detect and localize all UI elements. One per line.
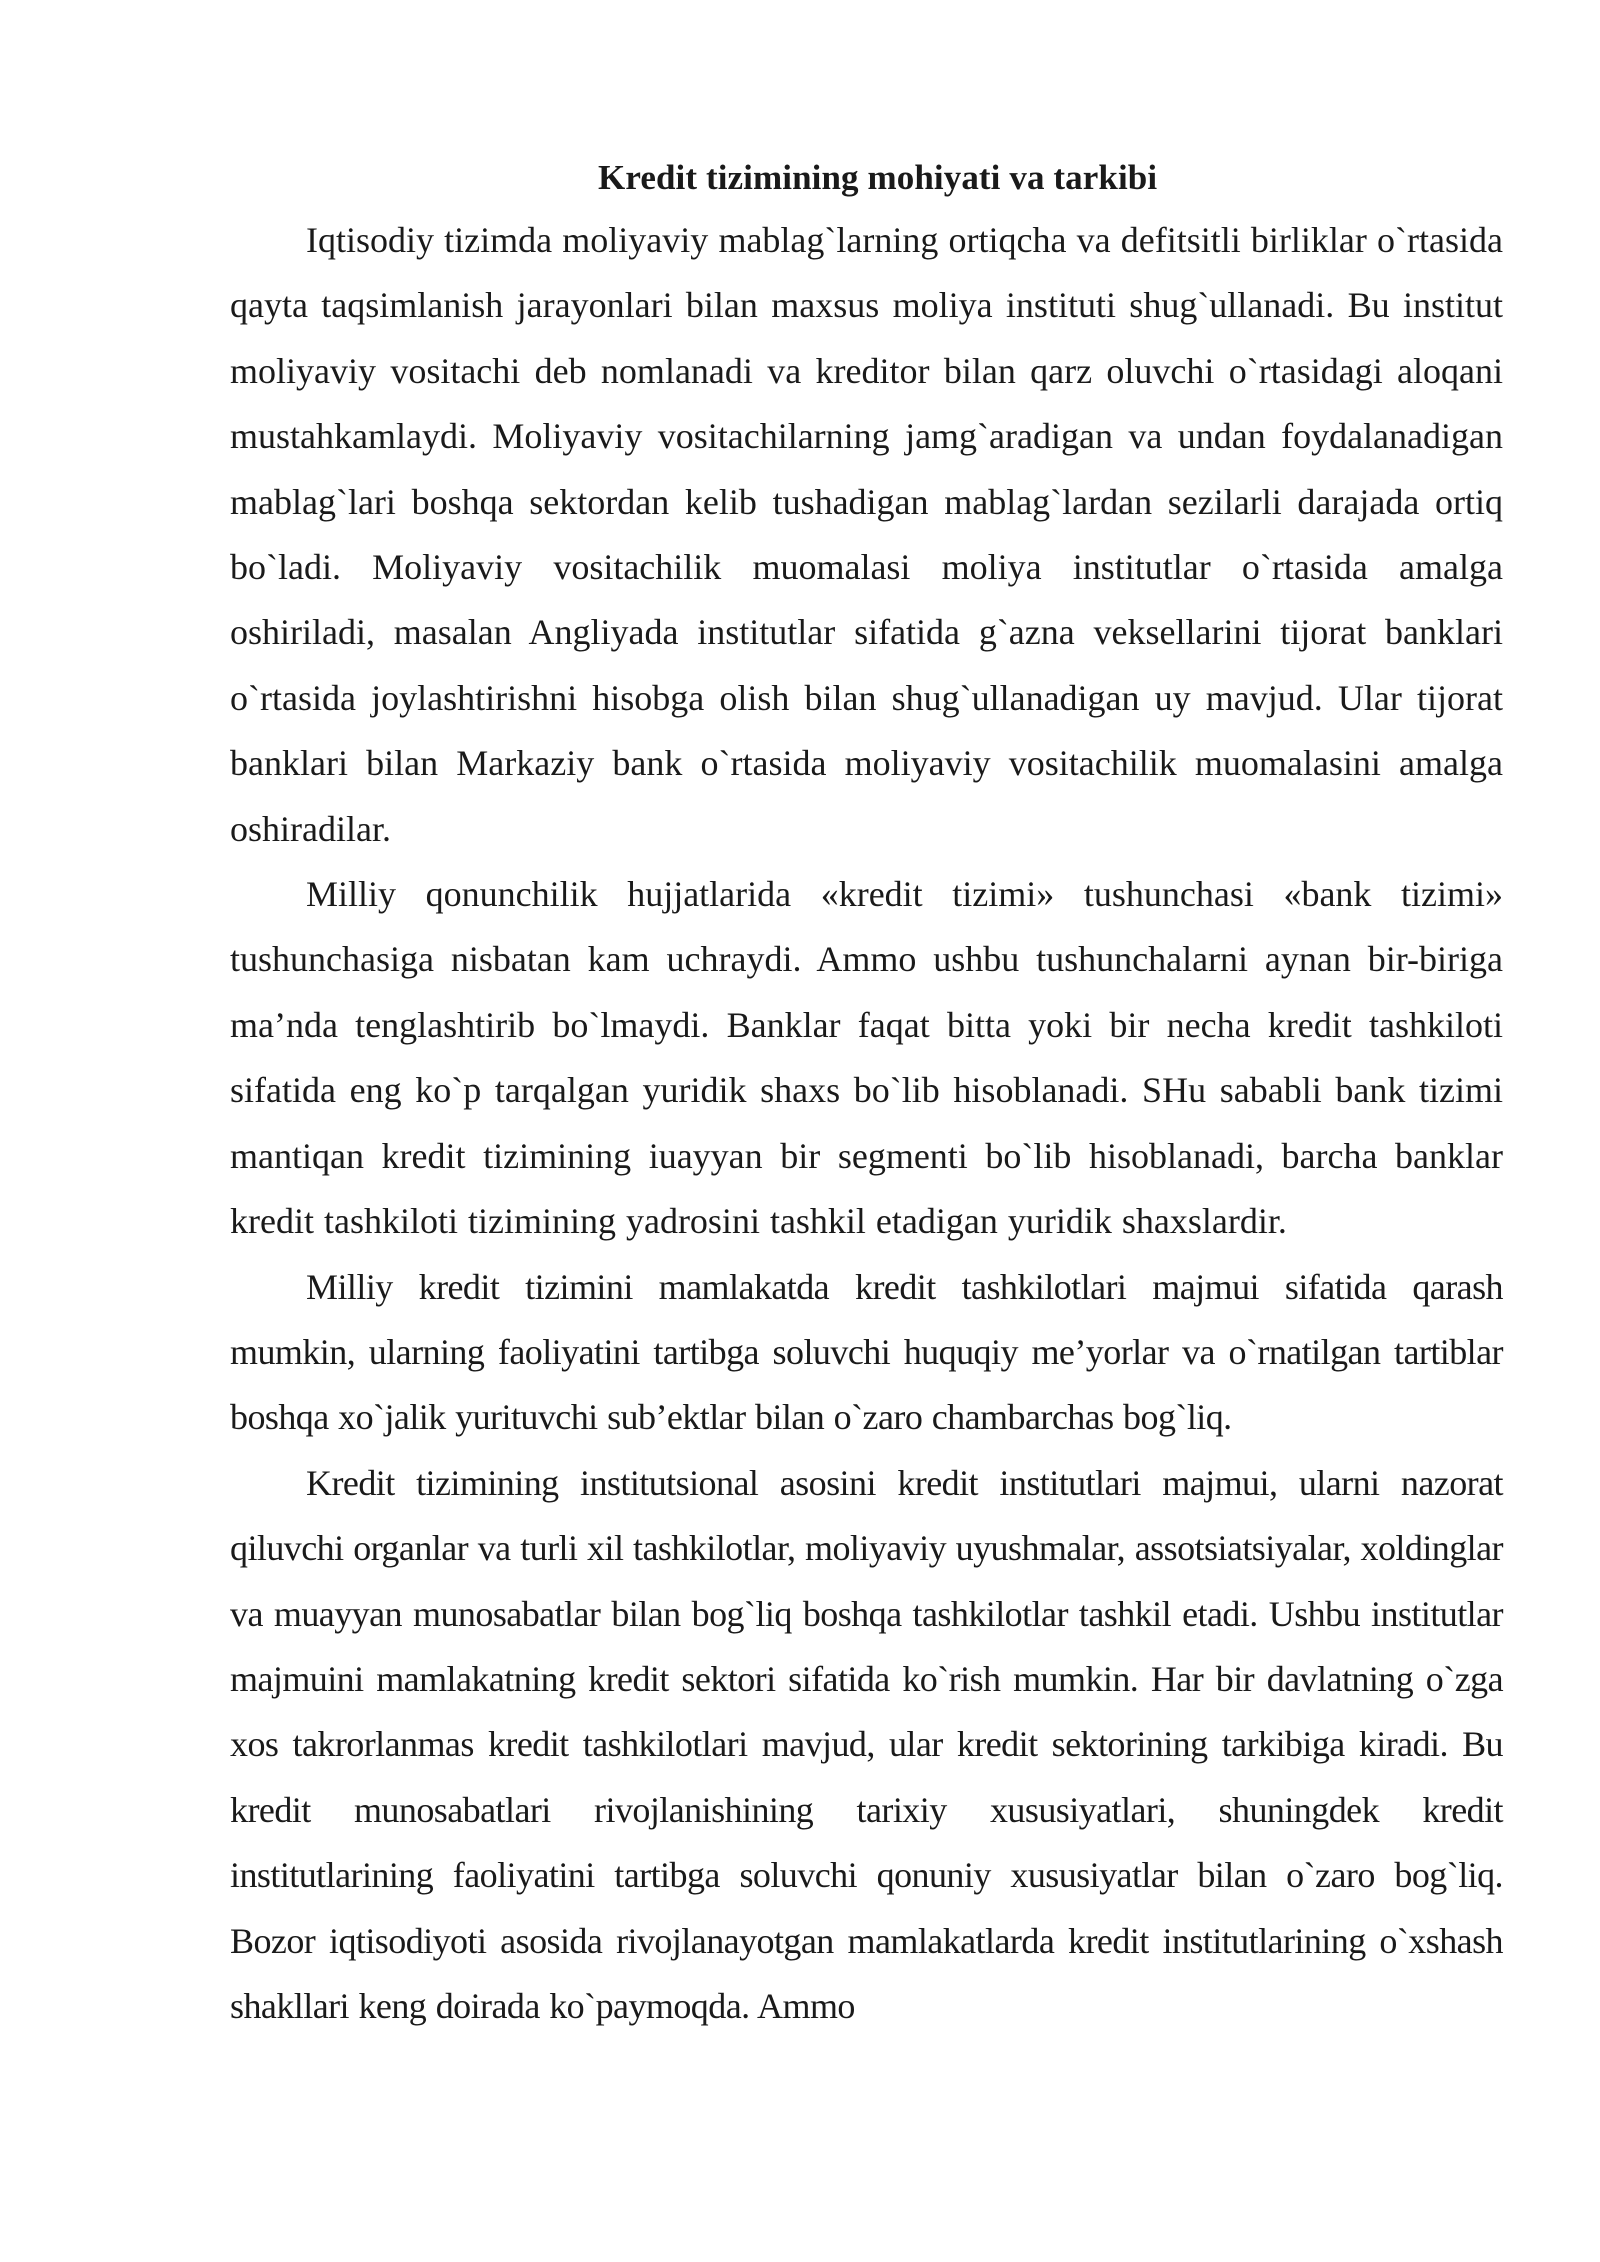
document-title: Kredit tizimining mohiyati va tarkibi xyxy=(598,158,1158,197)
paragraph-4: Kredit tizimining institutsional asosini kredit institutlari majmui, ularni nazorat qiluvchi organlar va turli xil tashkilotlar, moliyaviy uyushmalar, assotsiatsiyalar, xoldinglar va muayyan munosabatlar bilan bog`liq boshqa tashkilotlar tashkil etadi. Ushbu institutlar majmuini mamlakatning kredit sektori sifatida ko`rish mumkin. Har bir davlatning o`zga xos takrorlanmas kredit tashkilotlari mavjud, ular kredit sektorining tarkibiga kiradi. Bu kredit munosabatlari rivojlanishining tarixiy xususiyatlari, shuningdek kredit institutlarining faoliyatini tartibga soluvchi qonuniy xususiyatlar bilan o`zaro bog`liq. Bozor iqtisodiyoti asosida rivojlanayotgan mamlakatlarda kredit institutlarining o`xshash shakllari keng doirada ko`paymoqda. Ammo xyxy=(230,1462,1503,2026)
paragraph-2: Milliy qonunchilik hujjatlarida «kredit tizimi» tushunchasi «bank tizimi» tushunchasiga nisbatan kam uchraydi. Ammo ushbu tushunchalarni aynan bir-biriga ma’nda tenglashtirib bo`lmaydi. Banklar faqat bitta yoki bir necha kredit tashkiloti sifatida eng ko`p tarqalgan yuridik shaxs bo`lib hisoblanadi. SHu sababli bank tizimi mantiqan kredit tizimining iuayyan bir segmenti bo`lib hisoblanadi, barcha banklar kredit tashkiloti tizimining yadrosini tashkil etadigan yuridik shaxslardir. xyxy=(230,874,1503,1242)
paragraph-3: Milliy kredit tizimini mamlakatda kredit tashkilotlari majmui sifatida qarash mumkin, ularning faoliyatini tartibga soluvchi huquqiy me’yorlar va o`rnatilgan tartiblar boshqa xo`jalik yurituvchi sub’ektlar bilan o`zaro chambarchas bog`liq. xyxy=(230,1266,1503,1438)
paragraph-1: Iqtisodiy tizimda moliyaviy mablag`larning ortiqcha va defitsitli birliklar o`rtasida qayta taqsimlanish jarayonlari bilan maxsus moliya instituti shug`ullanadi. Bu institut moliyaviy vositachi deb nomlanadi va kreditor bilan qarz oluvchi o`rtasidagi aloqani mustahkamlaydi. Moliyaviy vositachilarning jamg`aradigan va undan foydalanadigan mablag`lari boshqa sektordan kelib tushadigan mablag`lardan sezilarli darajada ortiq bo`ladi. Moliyaviy vositachilik muomalasi moliya institutlar o`rtasida amalga oshiriladi, masalan Angliyada institutlar sifatida g`azna veksellarini tijorat banklari o`rtasida joylashtirishni hisobga olish bilan shug`ullanadigan uy mavjud. Ular tijorat banklari bilan Markaziy bank o`rtasida moliyaviy vositachilik muomalasini amalga oshiradilar. xyxy=(230,220,1503,849)
